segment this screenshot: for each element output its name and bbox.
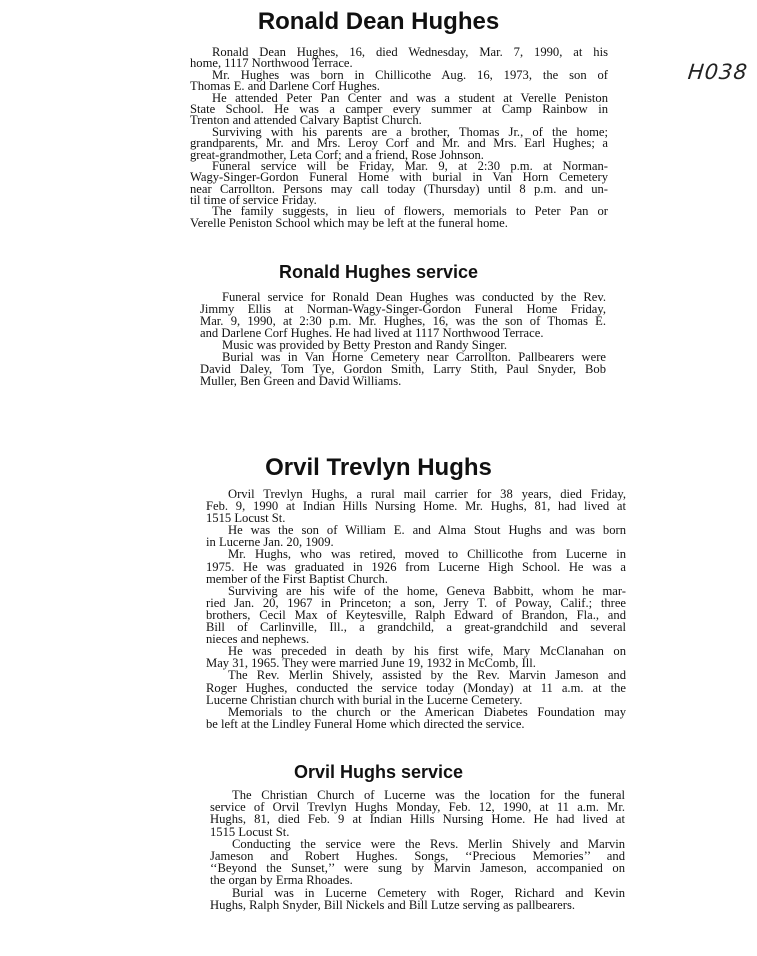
text-line: Wagy-Singer-Gordon Funeral Home with burial in Van Horn Cemetery xyxy=(190,170,608,185)
paragraph-line xyxy=(206,511,626,526)
text-line: in Lucerne Jan. 20, 1909. xyxy=(206,535,334,550)
paragraph-line xyxy=(206,547,626,562)
text-line: and Darlene Corf Hughes. He had lived at 1117 Northwood Terrace. xyxy=(200,326,544,340)
paragraph-line xyxy=(210,873,625,888)
handwritten-annotation: H038 xyxy=(686,60,750,84)
text-line: He was preceded in death by his first wife, Mary McClanahan on xyxy=(228,644,626,659)
paragraph-line xyxy=(200,374,606,386)
paragraph-line xyxy=(210,898,625,910)
paragraph-line xyxy=(206,705,626,717)
text-line: ‘‘Beyond the Sunset,’’ were sung by Marvin Jameson, accompanied on xyxy=(210,861,625,876)
text-line: member of the First Baptist Church. xyxy=(206,571,388,586)
text-line: Burial was in Van Horne Cemetery near Carrollton. Pallbearers were xyxy=(222,350,606,364)
text-line: May 31, 1965. They were married June 19, 1932 in McComb, Ill. xyxy=(206,656,536,671)
paragraph-line xyxy=(190,147,608,162)
text-line: Jimmy Ellis at Norman-Wagy-Singer-Gordon Funeral Home Friday, xyxy=(200,302,606,316)
text-line: nieces and nephews. xyxy=(206,632,310,647)
paragraph-line xyxy=(190,181,608,196)
paragraph-line xyxy=(210,886,625,898)
paragraph-line xyxy=(206,596,626,608)
paragraph-line xyxy=(190,193,608,208)
paragraph-line xyxy=(200,362,606,374)
paragraph-line xyxy=(200,290,606,302)
paragraph-line xyxy=(190,124,608,139)
paragraph-line xyxy=(190,56,608,71)
paragraph-line xyxy=(190,79,608,94)
text-line: great-grandmother, Leta Corf; and a friend, Rose Johnson. xyxy=(190,147,484,162)
text-line: Roger Hughes, conducted the service today (Monday) at 11 a.m. at the xyxy=(206,680,626,695)
text-line: ried Jan. 20, 1967 in Princeton; a son, Jerry T. of Poway, Calif.; three xyxy=(206,595,626,610)
paragraph-line xyxy=(190,45,608,59)
text-line: Orvil Trevlyn Hughs, a rural mail carrier for 38 years, died Friday, xyxy=(228,487,626,501)
section-title: Orvil Hughs service xyxy=(293,762,464,782)
text-line: Mr. Hughes was born in Chillicothe Aug. 16, 1973, the son of xyxy=(212,67,608,82)
text-line: Funeral service for Ronald Dean Hughes was conducted by the Rev. xyxy=(222,290,606,304)
paragraph-line xyxy=(206,572,626,584)
text-line: Funeral service will be Friday, Mar. 9, at 2:30 p.m. at Norman- xyxy=(212,158,608,173)
paragraph-line xyxy=(210,849,625,861)
paragraph-line xyxy=(206,620,626,635)
text-line: near Carrollton. Persons may call today (Thursday) until 8 p.m. and un- xyxy=(190,181,608,196)
paragraph-line xyxy=(190,90,608,105)
paragraph-line xyxy=(206,608,626,620)
text-line: Burial was in Lucerne Cemetery with Roger, Richard and Kevin xyxy=(232,885,625,900)
paragraph-line xyxy=(210,800,625,815)
paragraph-line xyxy=(206,584,626,596)
text-line: Hughs, Ralph Snyder, Bill Nickels and Bill Lutze serving as pallbearers. xyxy=(210,897,575,912)
paragraph-line xyxy=(190,158,608,173)
paragraph-line xyxy=(210,825,625,837)
text-line: the organ by Erma Rhoades. xyxy=(210,873,353,888)
text-line: Bill of Carlinville, Ill., a grandchild, a great-grandchild and several xyxy=(206,620,626,635)
paragraph-line xyxy=(190,215,608,230)
text-line: The Christian Church of Lucerne was the location for the funeral xyxy=(232,788,625,802)
text-line: He attended Peter Pan Center and was a student at Verelle Peniston xyxy=(212,90,608,105)
text-line: David Daley, Tom Tye, Gordon Smith, Larry Stith, Paul Snyder, Bob xyxy=(200,362,606,376)
paragraph-line xyxy=(206,487,626,499)
paragraph-line xyxy=(210,812,625,827)
paragraph-line xyxy=(206,668,626,683)
text-line: Thomas E. and Darlene Corf Hughes. xyxy=(190,79,380,94)
paragraph-line xyxy=(206,693,626,705)
paragraph-line xyxy=(190,113,608,128)
paragraph-line xyxy=(210,837,625,849)
text-line: Music was provided by Betty Preston and Randy Singer. xyxy=(222,338,508,352)
text-line: Memorials to the church or the American Diabetes Foundation may xyxy=(228,704,626,719)
text-line: Surviving are his wife of the home, Geneva Babbitt, whom he mar- xyxy=(228,583,626,598)
text-line: State School. He was a camper every summer at Camp Rainbow in xyxy=(190,101,608,116)
section-title: Orvil Trevlyn Hughs xyxy=(265,454,492,481)
section-body xyxy=(210,788,625,910)
text-line: Mr. Hughs, who was retired, moved to Chillicothe from Lucerne in xyxy=(228,547,626,562)
paragraph-line xyxy=(190,101,608,116)
text-line: 1515 Locust St. xyxy=(210,824,290,839)
paragraph-line xyxy=(206,535,626,550)
paragraph-line xyxy=(200,326,606,338)
paragraph-line xyxy=(200,314,606,326)
paragraph-line xyxy=(200,350,606,362)
paragraph-line xyxy=(206,717,626,729)
text-line: Jameson and Robert Hughes. Songs, ‘‘Precious Memories’’ and xyxy=(210,848,625,863)
paragraph-line xyxy=(200,338,606,350)
paragraph-line xyxy=(206,656,626,671)
text-line: brothers, Cecil Max of Keytesville, Ralph Edward of Brandon, Fla., and xyxy=(206,607,626,622)
paragraph-line xyxy=(206,644,626,659)
text-line: The family suggests, in lieu of flowers, memorials to Peter Pan or xyxy=(212,204,608,219)
text-line: Ronald Dean Hughes, 16, died Wednesday, Mar. 7, 1990, at his xyxy=(212,45,608,59)
section-body xyxy=(206,487,626,729)
section-body xyxy=(190,45,608,230)
section-title: Ronald Dean Hughes xyxy=(257,8,500,35)
text-line: 1975. He was graduated in 1926 from Lucerne High School. He was a xyxy=(206,559,626,574)
text-line: service of Orvil Trevlyn Hughs Monday, Feb. 12, 1990, at 11 a.m. Mr. xyxy=(210,800,625,815)
text-line: Verelle Peniston School which may be left at the funeral home. xyxy=(190,215,508,230)
paragraph-line xyxy=(206,523,626,538)
paragraph-line xyxy=(206,632,626,647)
text-line: The Rev. Merlin Shively, assisted by the Rev. Marvin Jameson and xyxy=(228,668,626,683)
paragraph-line xyxy=(206,560,626,572)
paragraph-line xyxy=(190,136,608,151)
text-line: til time of service Friday. xyxy=(190,193,317,208)
text-line: home, 1117 Northwood Terrace. xyxy=(190,56,353,71)
section-title: Ronald Hughes service xyxy=(278,262,479,282)
text-line: Conducting the service were the Revs. Merlin Shively and Marvin xyxy=(232,836,625,851)
text-line: Trenton and attended Calvary Baptist Church. xyxy=(190,113,422,128)
text-line: Lucerne Christian church with burial in the Lucerne Cemetery. xyxy=(206,692,523,707)
text-line: grandparents, Mr. and Mrs. Leroy Corf and Mr. and Mrs. Earl Hughes; a xyxy=(190,136,608,151)
text-line: Surviving with his parents are a brother, Thomas Jr., of the home; xyxy=(212,124,608,139)
paragraph-line xyxy=(190,170,608,185)
paragraph-line xyxy=(210,788,625,800)
text-line: Mar. 9, 1990, at 2:30 p.m. Mr. Hughes, 16, was the son of Thomas E. xyxy=(200,314,606,328)
section-body xyxy=(200,290,606,386)
text-line: be left at the Lindley Funeral Home which directed the service. xyxy=(206,716,525,731)
text-line: Feb. 9, 1990 at Indian Hills Nursing Home. Mr. Hughs, 81, had lived at xyxy=(206,499,626,514)
text-line: He was the son of William E. and Alma Stout Hughs and was born xyxy=(228,523,626,538)
paragraph-line xyxy=(190,67,608,82)
paragraph-line xyxy=(206,681,626,693)
text-line: Hughs, 81, died Feb. 9 at Indian Hills Nursing Home. He had lived at xyxy=(210,812,625,827)
text-line: Muller, Ben Green and David Williams. xyxy=(200,374,402,388)
text-line: 1515 Locust St. xyxy=(206,511,286,526)
paragraph-line xyxy=(206,499,626,514)
paragraph-line xyxy=(200,302,606,314)
paragraph-line xyxy=(190,204,608,219)
paragraph-line xyxy=(210,861,625,876)
